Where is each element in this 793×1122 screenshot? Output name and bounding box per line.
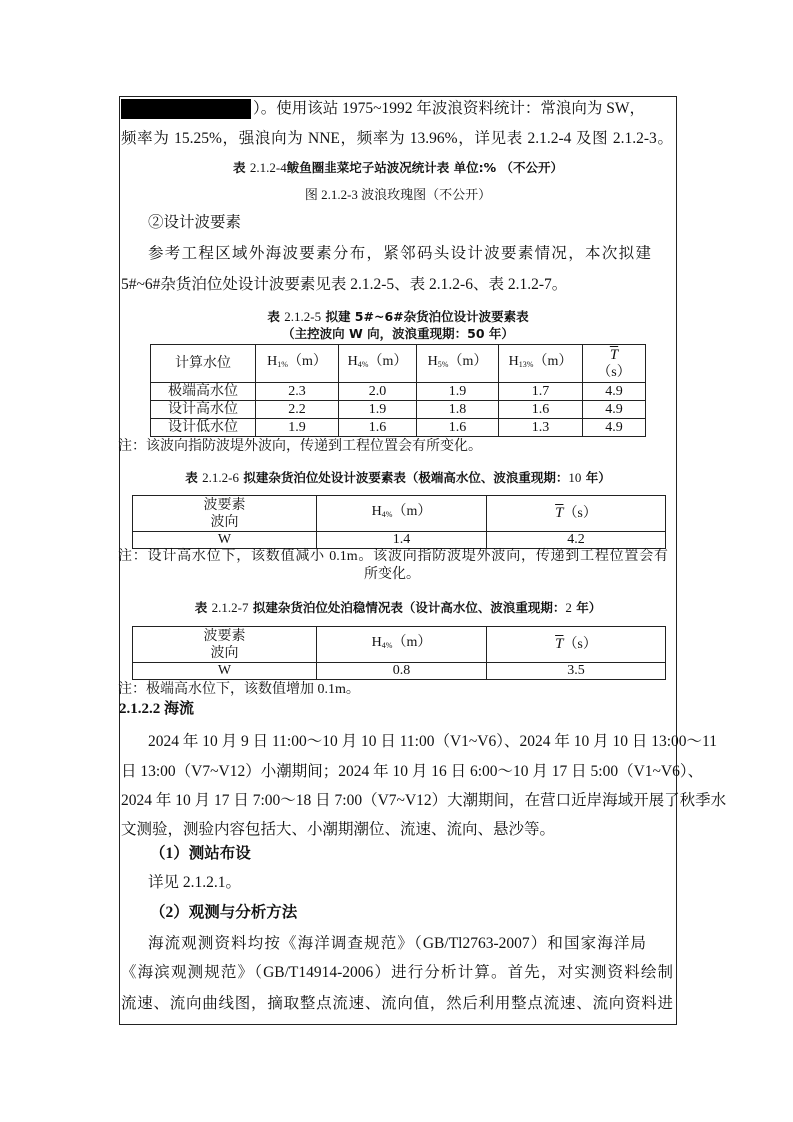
table-header-row (133, 627, 666, 663)
unit: （m） (368, 354, 408, 369)
caption-prefix: 表 (233, 160, 246, 175)
header-h4 (317, 496, 487, 532)
cell: 1.3 (499, 419, 583, 437)
cell: 2.0 (339, 383, 417, 401)
cell: 设计低水位 (151, 419, 256, 437)
cell: 极端高水位 (151, 383, 256, 401)
current-para-line-4: 文测验，测验内容包括大、小潮期潮位、流速、流向、悬沙等。 (121, 821, 556, 838)
design-wave-para-line-1: 参考工程区域外海波要素分布，紧邻码头设计波要素情况，本次拟建 (148, 245, 651, 262)
header-wave-direction (133, 496, 317, 532)
unit: （s） (563, 637, 597, 652)
table-row (151, 401, 646, 419)
table-row (133, 663, 666, 680)
header-h1 (256, 345, 339, 383)
table-row (151, 419, 646, 437)
design-wave-para-line-2: 5#~6#杂货泊位处设计波要素见表 2.1.2-5、表 2.1.2-6、表 2.1.2-7。 (121, 276, 568, 293)
unit: （s） (597, 364, 631, 380)
subscript: 13% (518, 360, 534, 369)
caption-number: 2.1.2-4 (249, 160, 287, 175)
table-2-1-2-4-caption (120, 159, 676, 177)
caption-number: 2.1.2-7 (211, 600, 249, 615)
symbol: H (371, 504, 382, 519)
subscript: 4% (381, 510, 393, 519)
table-row (133, 532, 666, 549)
subscript: 5% (437, 360, 449, 369)
method-para-line-2: 《海滨观测规范》（GB/T14914-2006）进行分析计算。首先，对实测资料绘制 (121, 964, 673, 981)
table-2-1-2-7-caption (120, 599, 676, 617)
header-period (487, 496, 666, 532)
header-period (487, 627, 666, 663)
table-2-1-2-5 (150, 344, 646, 437)
table-2-1-2-5-subcaption: （主控波向 W 向，波浪重现期：50 年） (282, 326, 514, 341)
caption-number: 2.1.2-6 (202, 470, 239, 485)
header-line: 波向 (210, 645, 239, 661)
cell: 1.6 (417, 419, 499, 437)
intro-line-1: ）。使用该站 1975~1992 年波浪资料统计：常浪向为 SW， (253, 100, 646, 117)
subscript: 4% (381, 641, 393, 650)
caption-end: 年） (585, 470, 611, 485)
table-2-1-2-6-caption (120, 469, 676, 487)
table-2-1-2-6 (132, 495, 666, 549)
header-period (583, 345, 646, 383)
table-2-1-2-5-note: 注：该波向指防波堤外波向，传递到工程位置会有所变化。 (118, 439, 482, 454)
cell: 1.9 (339, 401, 417, 419)
current-para-line-3: 2024 年 10 月 17 日 7:00～18 日 7:00（V7~V12）大潮期间，在营口近岸海域开展了秋季水 (121, 792, 727, 809)
caption-number: 2.1.2-5 (284, 309, 322, 324)
station-layout-text: 详见 2.1.2.1。 (148, 874, 242, 891)
table-row (151, 383, 646, 401)
header-line: 波要素 (203, 497, 246, 513)
header-line: 波要素 (203, 628, 246, 644)
caption-prefix: 表 (194, 600, 208, 615)
unit: （m） (448, 354, 488, 369)
unit: （m） (392, 635, 432, 650)
symbol: H (267, 354, 278, 369)
cell: 4.2 (487, 532, 666, 549)
cell: 3.5 (487, 663, 666, 680)
table-2-1-2-6-note-line-1: 注：设计高水位下，该数值减小 0.1m。该波向指防波堤外波向，传递到工程位置会有 (118, 549, 668, 564)
cell: 1.9 (417, 383, 499, 401)
header-water-level: 计算水位 (151, 345, 256, 383)
caption-title: 拟建杂货泊位处设计波要素表（极端高水位、波浪重现期： (243, 470, 569, 485)
table-2-1-2-6-note-line-2: 所变化。 (364, 567, 420, 582)
cell: 1.6 (339, 419, 417, 437)
design-wave-heading: ②设计波要素 (148, 214, 242, 231)
table-2-1-2-5-caption (120, 308, 676, 326)
cell: W (133, 663, 317, 680)
cell: 0.8 (317, 663, 487, 680)
cell: 2.3 (256, 383, 339, 401)
subscript: 1% (277, 360, 288, 369)
unit: （s） (563, 506, 597, 521)
header-h4 (339, 345, 417, 383)
unit: （m） (392, 504, 432, 519)
caption-end: 年） (576, 600, 602, 615)
cell: W (133, 532, 317, 549)
caption-return-period: 10 (568, 470, 582, 485)
current-para-line-1: 2024 年 10 月 9 日 11:00～10 月 10 日 11:00（V1~V6）、2024 年 10 月 10 日 13:00～11 (148, 733, 717, 750)
caption-title: 拟建杂货泊位处泊稳情况表（设计高水位、波浪重现期： (252, 600, 566, 615)
caption-title: 拟建 5#~6#杂货泊位设计波要素表 (325, 309, 529, 324)
subheading-observation-method: （2）观测与分析方法 (150, 904, 298, 921)
table-header-row (151, 345, 646, 383)
symbol: H (508, 354, 519, 369)
cell: 1.4 (317, 532, 487, 549)
caption-prefix: 表 (185, 470, 198, 485)
current-para-line-2: 日 13:00（V7~V12）小潮期间；2024 年 10 月 16 日 6:00～10 月 17 日 5:00（V1~V6）、 (121, 763, 704, 780)
method-para-line-1: 海流观测资料均按《海洋调查规范》（GB/Tl2763-2007）和国家海洋局 (148, 935, 646, 952)
unit: （m） (287, 354, 327, 369)
document-page-frame (118, 96, 727, 1025)
subheading-station-layout: （1）测站布设 (150, 845, 251, 862)
caption-return-period: 2 (565, 600, 572, 615)
method-para-line-3: 流速、流向曲线图，摘取整点流速、流向值，然后利用整点流速、流向资料进 (121, 995, 673, 1012)
mean-period-symbol: $\overline{T}$ (609, 346, 619, 363)
cell: 设计高水位 (151, 401, 256, 419)
symbol: H (371, 635, 382, 650)
figure-2-1-2-3-caption: 图 2.1.2-3 波浪玫瑰图（不公开） (304, 187, 492, 202)
cell: 4.9 (583, 419, 646, 437)
cell: 1.7 (499, 383, 583, 401)
mean-period-symbol: $\overline{T}$ (555, 505, 564, 521)
table-header-row (133, 496, 666, 532)
cell: 1.9 (256, 419, 339, 437)
mean-period-symbol: $\overline{T}$ (555, 636, 564, 652)
unit: （m） (533, 354, 573, 369)
header-h4 (317, 627, 487, 663)
redacted-text-block (121, 99, 251, 119)
header-h5 (417, 345, 499, 383)
header-line: 波向 (210, 514, 239, 530)
symbol: H (427, 354, 438, 369)
cell: 1.6 (499, 401, 583, 419)
caption-prefix: 表 (267, 309, 280, 324)
symbol: H (347, 354, 358, 369)
cell: 4.9 (583, 383, 646, 401)
subscript: 4% (357, 360, 369, 369)
table-2-1-2-7 (132, 626, 666, 680)
caption-title: 鲅鱼圈韭菜坨子站波况统计表 单位:% （不公开） (286, 160, 563, 175)
table-2-1-2-7-note: 注：极端高水位下，该数值增加 0.1m。 (118, 682, 360, 697)
header-wave-direction (133, 627, 317, 663)
section-heading-2-1-2-2: 2.1.2.2 海流 (119, 701, 195, 717)
cell: 2.2 (256, 401, 339, 419)
header-h13 (499, 345, 583, 383)
cell: 4.9 (583, 401, 646, 419)
cell: 1.8 (417, 401, 499, 419)
intro-line-2: 频率为 15.25%，强浪向为 NNE，频率为 13.96%，详见表 2.1.2-4 及图 2.1.2-3。 (121, 130, 673, 147)
